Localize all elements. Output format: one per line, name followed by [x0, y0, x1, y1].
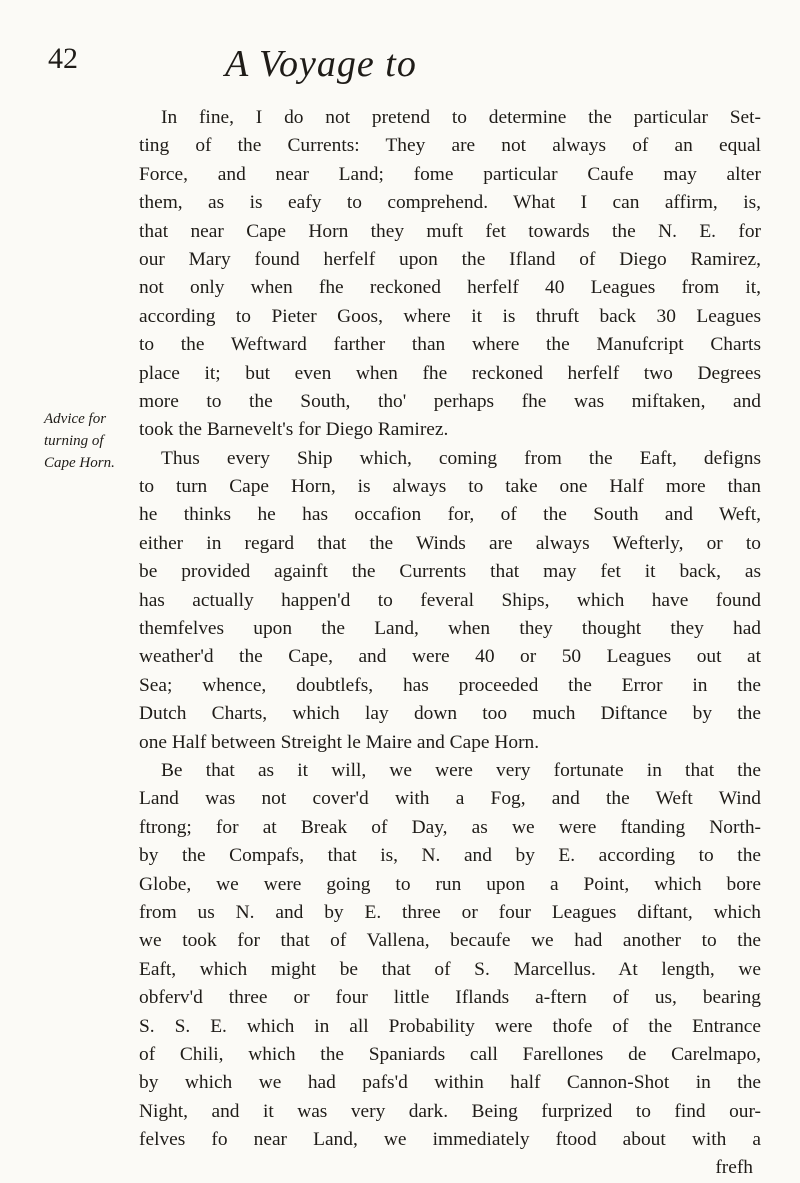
text-line: Be that as it will, we were very fortunate in that the: [161, 759, 761, 781]
text-line: Land was not cover'd with a Fog, and the Weft Wind: [139, 788, 761, 810]
text-line: from us N. and by E. three or four Leagues diftant, which: [139, 901, 761, 923]
text-line: ting of the Currents: They are not always of an equal: [139, 135, 761, 157]
text-line: Globe, we were going to run upon a Point, which bore: [139, 873, 761, 895]
text-line: Eaft, which might be that of S. Marcellus. At length, we: [139, 958, 761, 980]
text-line: themfelves upon the Land, when they thought they had: [139, 618, 761, 640]
text-line: by which we had pafs'd within half Cannon-Shot in the: [139, 1072, 761, 1094]
text-line: to the Weftward farther than where the Manufcript Charts: [139, 334, 761, 356]
text-line: Night, and it was very dark. Being furprized to find our-: [139, 1100, 761, 1122]
text-line: Force, and near Land; fome particular Caufe may alter: [139, 163, 761, 185]
text-line: Dutch Charts, which lay down too much Diftance by the: [139, 703, 761, 725]
text-line: S. S. E. which in all Probability were thofe of the Entrance: [139, 1015, 761, 1037]
text-line: weather'd the Cape, and were 40 or 50 Leagues out at: [139, 646, 761, 668]
text-line: by the Compafs, that is, N. and by E. according to the: [139, 845, 761, 867]
margin-note: [44, 408, 130, 474]
text-line: obferv'd three or four little Iflands a-ftern of us, bearing: [139, 987, 761, 1009]
text-line: one Half between Streight le Maire and Cape Horn.: [139, 731, 540, 753]
text-line: either in regard that the Winds are always Wefterly, or to: [139, 532, 761, 554]
running-head: A Voyage to: [225, 43, 417, 85]
text-line: place it; but even when fhe reckoned herfelf two Degrees: [139, 362, 761, 384]
text-line: we took for that of Vallena, becaufe we had another to the: [139, 930, 761, 952]
text-line: that near Cape Horn they muft fet towards the N. E. for: [139, 220, 761, 242]
text-line: not only when fhe reckoned herfelf 40 Leagues from it,: [139, 277, 761, 299]
margin-note-line: Advice for: [44, 411, 107, 427]
text-line: be provided againft the Currents that may fet it back, as: [139, 561, 761, 583]
text-line: has actually happen'd to feveral Ships, which have found: [139, 589, 761, 611]
page-number: 42: [48, 42, 78, 75]
text-line: In fine, I do not pretend to determine the particular Set-: [161, 107, 761, 128]
text-line: took the Barnevelt's for Diego Ramirez.: [139, 419, 449, 441]
text-line: Sea; whence, doubtlefs, has proceeded the Error in the: [139, 674, 761, 696]
text-line: he thinks he has occafion for, of the South and Weft,: [139, 504, 761, 526]
catchword: frefh: [715, 1157, 753, 1179]
text-line: according to Pieter Goos, where it is thruft back 30 Leagues: [139, 305, 761, 327]
margin-note-line: Cape Horn.: [44, 455, 115, 471]
text-line: more to the South, tho' perhaps fhe was miftaken, and: [139, 390, 761, 412]
text-line: Thus every Ship which, coming from the Eaft, defigns: [161, 447, 761, 469]
body-text: [139, 104, 761, 1183]
text-line: our Mary found herfelf upon the Ifland of Diego Ramirez,: [139, 248, 761, 270]
margin-note-line: turning of: [44, 433, 104, 449]
text-line: them, as is eafy to comprehend. What I can affirm, is,: [139, 192, 761, 214]
text-line: of Chili, which the Spaniards call Farellones de Carelmapo,: [139, 1043, 761, 1065]
text-line: to turn Cape Horn, is always to take one Half more than: [139, 476, 761, 498]
text-line: ftrong; for at Break of Day, as we were ftanding North-: [139, 816, 761, 838]
text-line: felves fo near Land, we immediately ftood about with a: [139, 1129, 761, 1151]
